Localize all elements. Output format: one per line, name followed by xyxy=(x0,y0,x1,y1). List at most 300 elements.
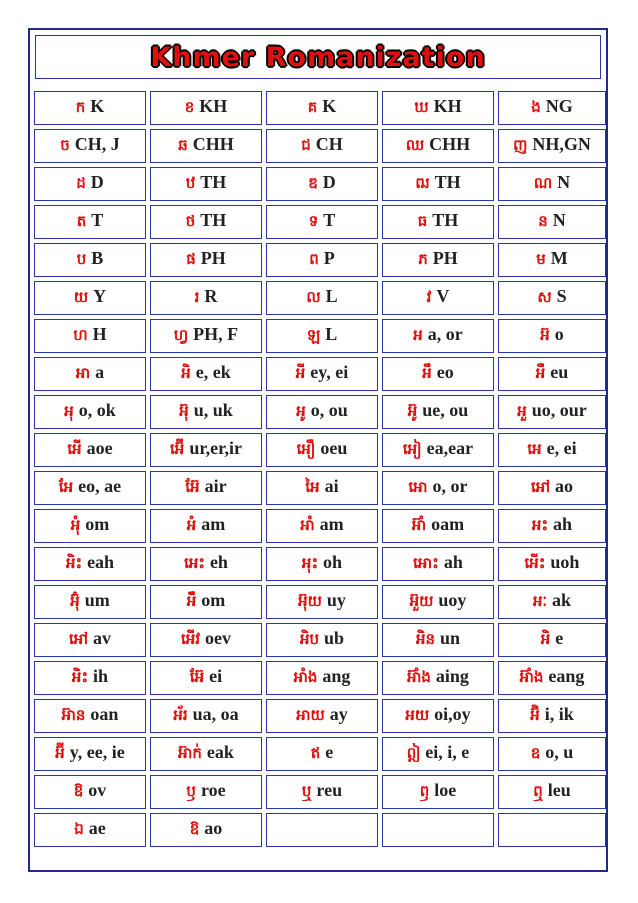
romanization-text: ih xyxy=(93,666,109,686)
table-cell xyxy=(266,205,378,239)
table-cell xyxy=(498,585,606,619)
khmer-character: ឱ xyxy=(189,820,200,838)
romanization-text: ov xyxy=(88,780,107,800)
khmer-character: ឡ xyxy=(306,326,321,344)
khmer-character: ហ xyxy=(73,326,88,344)
table-cell xyxy=(382,509,494,543)
khmer-character: អី xyxy=(295,364,306,382)
khmer-character: ហ្វ xyxy=(173,326,189,344)
romanization-text: e xyxy=(555,628,564,648)
table-cell xyxy=(34,547,146,581)
table-cell xyxy=(34,737,146,771)
khmer-character: អ័រ xyxy=(173,706,188,724)
table-cell xyxy=(266,243,378,277)
romanization-text: R xyxy=(204,286,218,306)
table-cell xyxy=(266,661,378,695)
romanization-text: uoy xyxy=(438,590,467,610)
table-cell xyxy=(498,129,606,163)
table-cell xyxy=(34,699,146,733)
khmer-character: អិះ xyxy=(65,554,83,572)
romanization-text: eah xyxy=(87,552,115,572)
khmer-character: ង xyxy=(531,98,541,116)
table-row xyxy=(34,509,606,543)
khmer-character: អៀ xyxy=(402,440,422,458)
romanization-text: ao xyxy=(204,818,223,838)
table-row xyxy=(34,471,606,505)
khmer-character: ច xyxy=(60,136,70,154)
table-cell xyxy=(382,699,494,733)
table-row xyxy=(34,129,606,163)
table-cell xyxy=(34,585,146,619)
romanization-text: eu xyxy=(550,362,569,382)
table-row xyxy=(34,319,606,353)
khmer-character: អាំ xyxy=(300,516,315,534)
romanization-text: ai xyxy=(324,476,339,496)
romanization-text: Y xyxy=(93,286,107,306)
khmer-character: អេះ xyxy=(184,554,205,572)
romanization-text: PH, F xyxy=(193,324,239,344)
khmer-character: ន xyxy=(538,212,548,230)
khmer-character: អុំ xyxy=(70,516,81,534)
romanization-text: o, ou xyxy=(310,400,348,420)
table-cell xyxy=(266,167,378,201)
table-cell xyxy=(266,547,378,581)
romanization-text: PH xyxy=(432,248,458,268)
table-cell xyxy=(150,699,262,733)
table-cell xyxy=(150,319,262,353)
table-cell xyxy=(34,205,146,239)
table-cell xyxy=(266,395,378,429)
khmer-character: អេ xyxy=(527,440,542,458)
table-cell xyxy=(34,129,146,163)
khmer-character: អែ xyxy=(58,478,74,496)
table-cell xyxy=(382,357,494,391)
khmer-character: អ៊ែ xyxy=(185,478,200,496)
table-cell xyxy=(266,91,378,125)
table-cell xyxy=(150,509,262,543)
romanization-text: oev xyxy=(205,628,232,648)
romanization-text: CHH xyxy=(192,134,234,154)
romanization-text: ang xyxy=(322,666,351,686)
table-cell xyxy=(382,281,494,315)
romanization-text: ah xyxy=(553,514,573,534)
romanization-text: o, ok xyxy=(78,400,116,420)
table-row xyxy=(34,661,606,695)
table-cell xyxy=(34,243,146,277)
table-cell xyxy=(382,813,494,847)
romanization-text: ae xyxy=(88,818,106,838)
table-row xyxy=(34,623,606,657)
romanization-text: KH xyxy=(199,96,228,116)
khmer-character: ម xyxy=(536,250,546,268)
romanization-text: ei, i, e xyxy=(425,742,470,762)
romanization-text: ak xyxy=(552,590,572,610)
table-cell xyxy=(498,357,606,391)
romanization-text: oeu xyxy=(320,438,348,458)
romanization-text: a, or xyxy=(427,324,463,344)
table-cell xyxy=(34,395,146,429)
khmer-character: អំ xyxy=(186,516,197,534)
table-cell xyxy=(266,471,378,505)
khmer-character: អ៊ាន xyxy=(61,706,86,724)
khmer-character: ឫ xyxy=(186,782,196,800)
table-cell xyxy=(382,661,494,695)
table-cell xyxy=(150,661,262,695)
table-cell xyxy=(498,167,606,201)
romanization-text: y, ee, ie xyxy=(69,742,125,762)
table-cell xyxy=(150,623,262,657)
table-row xyxy=(34,357,606,391)
khmer-character: អុ xyxy=(64,402,74,420)
romanization-text: roe xyxy=(200,780,226,800)
romanization-text: loe xyxy=(434,780,457,800)
khmer-character: ឧ xyxy=(530,744,541,762)
romanization-text: uoh xyxy=(550,552,580,572)
khmer-character: អិ xyxy=(540,630,551,648)
khmer-character: ខ xyxy=(184,98,195,116)
khmer-character: ឈ xyxy=(405,136,425,154)
romanization-text: M xyxy=(550,248,568,268)
table-cell xyxy=(498,737,606,771)
romanization-text: ub xyxy=(324,628,345,648)
table-cell xyxy=(34,509,146,543)
khmer-character: អៅ xyxy=(530,478,551,496)
romanization-text: L xyxy=(325,324,338,344)
table-row xyxy=(34,813,606,847)
table-cell xyxy=(34,623,146,657)
table-cell xyxy=(382,91,494,125)
romanization-text: am xyxy=(319,514,344,534)
table-cell xyxy=(382,395,494,429)
romanization-text: ue, ou xyxy=(422,400,469,420)
table-cell xyxy=(34,319,146,353)
khmer-character: ឌ xyxy=(308,174,318,192)
khmer-character: ស xyxy=(537,288,552,306)
khmer-character: អឺ xyxy=(535,364,546,382)
romanization-text: ur,er,ir xyxy=(189,438,242,458)
romanization-text: oi,oy xyxy=(434,704,471,724)
table-row xyxy=(34,243,606,277)
table-cell xyxy=(382,775,494,809)
romanization-text: T xyxy=(91,210,104,230)
khmer-character: ទ xyxy=(308,212,319,230)
table-cell xyxy=(150,433,262,467)
romanization-text: om xyxy=(201,590,226,610)
romanization-text: CHH xyxy=(429,134,471,154)
table-cell xyxy=(266,281,378,315)
romanization-text: aing xyxy=(435,666,469,686)
khmer-character: ប xyxy=(76,250,87,268)
romanization-text: ua, oa xyxy=(192,704,239,724)
khmer-character: អា xyxy=(75,364,91,382)
khmer-character: វ xyxy=(426,288,432,306)
romanization-text: eo xyxy=(436,362,454,382)
khmer-character: អិន xyxy=(415,630,435,648)
table-cell xyxy=(498,509,606,543)
khmer-character: អ៊ែ xyxy=(189,668,205,686)
romanization-text: K xyxy=(90,96,105,116)
khmer-character: អើះ xyxy=(524,554,546,572)
romanization-text: CH, J xyxy=(74,134,120,154)
table-cell xyxy=(34,357,146,391)
khmer-character: អ៊ើ xyxy=(170,440,185,458)
khmer-character: ភ xyxy=(418,250,428,268)
table-cell xyxy=(150,585,262,619)
table-cell xyxy=(150,281,262,315)
romanization-text: eang xyxy=(548,666,585,686)
table-cell xyxy=(150,471,262,505)
khmer-character: អោ xyxy=(408,478,428,496)
table-cell xyxy=(382,243,494,277)
khmer-character: អ៊ាំង xyxy=(407,668,431,686)
khmer-character: អិ xyxy=(181,364,191,382)
khmer-character: អិប xyxy=(299,630,319,648)
romanization-text: o, u xyxy=(545,742,574,762)
khmer-character: អ៊ូ xyxy=(407,402,418,420)
khmer-character: អ xyxy=(413,326,423,344)
romanization-text: om xyxy=(85,514,110,534)
table-cell xyxy=(34,91,146,125)
table-row xyxy=(34,585,606,619)
table-cell xyxy=(382,471,494,505)
romanization-text: V xyxy=(436,286,450,306)
romanization-text: ay xyxy=(329,704,348,724)
romanization-text: TH xyxy=(200,210,227,230)
romanization-text: ao xyxy=(555,476,574,496)
romanization-text: N xyxy=(552,210,566,230)
khmer-character: អយ xyxy=(405,706,430,724)
romanization-text: TH xyxy=(432,210,459,230)
romanization-text: TH xyxy=(434,172,461,192)
khmer-character: អោះ xyxy=(413,554,439,572)
khmer-character: ក xyxy=(75,98,86,116)
khmer-character: គ xyxy=(307,98,318,116)
table-cell xyxy=(266,623,378,657)
khmer-character: អើ xyxy=(67,440,82,458)
table-cell xyxy=(150,395,262,429)
romanization-text: um xyxy=(84,590,110,610)
khmer-character: ញ xyxy=(513,136,528,154)
khmer-character: យ xyxy=(73,288,89,306)
romanization-text: CH xyxy=(315,134,343,154)
table-cell xyxy=(382,547,494,581)
table-row xyxy=(34,91,606,125)
table-row xyxy=(34,395,606,429)
khmer-character: ឍ xyxy=(415,174,430,192)
romanization-text: e, ek xyxy=(195,362,231,382)
khmer-character: អ៊ី xyxy=(55,744,65,762)
table-cell xyxy=(150,243,262,277)
khmer-character: រ xyxy=(194,288,200,306)
table-cell xyxy=(382,167,494,201)
khmer-character: អើវ xyxy=(180,630,201,648)
table-cell xyxy=(382,737,494,771)
table-cell xyxy=(34,433,146,467)
romanization-text: e xyxy=(325,742,334,762)
khmer-character: អ៊ាំ xyxy=(411,516,427,534)
khmer-character: ឦ xyxy=(406,744,421,762)
romanization-text: P xyxy=(323,248,335,268)
table-row xyxy=(34,547,606,581)
table-cell xyxy=(498,91,606,125)
table-row xyxy=(34,433,606,467)
table-cell xyxy=(498,623,606,657)
khmer-character: អ៊ xyxy=(540,326,550,344)
khmer-character: អះ xyxy=(531,516,549,534)
table-cell xyxy=(266,775,378,809)
table-cell xyxy=(382,129,494,163)
romanization-text: eh xyxy=(209,552,228,572)
khmer-character: ឱ xyxy=(73,782,84,800)
romanization-text: D xyxy=(322,172,336,192)
khmer-character: អាំង xyxy=(293,668,318,686)
table-cell xyxy=(266,737,378,771)
romanization-text: D xyxy=(90,172,104,192)
romanization-text: ei xyxy=(209,666,223,686)
khmer-character: អឹ xyxy=(422,364,432,382)
khmer-character: ថ xyxy=(185,212,196,230)
khmer-character: អ៊ុ xyxy=(179,402,189,420)
khmer-character: ត xyxy=(76,212,87,230)
romanization-text: NH,GN xyxy=(532,134,591,154)
table-row xyxy=(34,699,606,733)
table-cell xyxy=(382,585,494,619)
table-cell xyxy=(266,129,378,163)
khmer-character: អៃ xyxy=(305,478,320,496)
romanization-text: o xyxy=(554,324,564,344)
romanization-text: TH xyxy=(200,172,227,192)
khmer-character: ព xyxy=(309,250,319,268)
romanization-text: uo, our xyxy=(531,400,587,420)
romanization-text: leu xyxy=(547,780,571,800)
table-cell xyxy=(34,281,146,315)
romanization-text: oam xyxy=(431,514,465,534)
table-cell xyxy=(266,585,378,619)
khmer-character: ឆ xyxy=(178,136,188,154)
khmer-character: អ៊ិ xyxy=(530,706,540,724)
romanization-text: KH xyxy=(433,96,462,116)
table-cell xyxy=(498,281,606,315)
romanization-text: reu xyxy=(316,780,343,800)
table-cell xyxy=(498,243,606,277)
romanization-text: oh xyxy=(323,552,343,572)
romanization-text: eo, ae xyxy=(78,476,122,496)
khmer-character: អឿ xyxy=(296,440,316,458)
romanization-text: un xyxy=(440,628,461,648)
khmer-character: អៈ xyxy=(532,592,548,610)
romanization-text: i, ik xyxy=(544,704,574,724)
table-cell xyxy=(498,433,606,467)
table-cell xyxy=(34,775,146,809)
romanization-text: am xyxy=(201,514,226,534)
khmer-character: អុះ xyxy=(301,554,319,572)
romanization-text: NG xyxy=(545,96,573,116)
khmer-character: ផ xyxy=(186,250,196,268)
romanization-text: u, uk xyxy=(193,400,233,420)
table-cell xyxy=(266,509,378,543)
khmer-character: អ៊ួយ xyxy=(409,592,434,610)
romanization-text: e, ei xyxy=(546,438,577,458)
table-cell xyxy=(150,129,262,163)
khmer-character: អ៊ាក់ xyxy=(178,744,202,762)
romanization-text: ah xyxy=(443,552,463,572)
romanization-chart xyxy=(28,28,608,872)
romanization-text: ea,ear xyxy=(426,438,474,458)
romanization-text: S xyxy=(556,286,567,306)
khmer-character: អួ xyxy=(517,402,527,420)
khmer-character: ឮ xyxy=(533,782,543,800)
table-cell xyxy=(498,319,606,353)
romanization-text: air xyxy=(204,476,227,496)
table-cell xyxy=(266,699,378,733)
table-row xyxy=(34,737,606,771)
romanization-text: eak xyxy=(206,742,234,762)
table-row xyxy=(34,205,606,239)
table-cell xyxy=(498,699,606,733)
table-cell xyxy=(150,357,262,391)
romanization-text: B xyxy=(91,248,104,268)
table-cell xyxy=(34,471,146,505)
khmer-character: អាយ xyxy=(296,706,325,724)
table-cell xyxy=(498,775,606,809)
page-title: Khmer Romanization xyxy=(150,41,486,73)
khmer-character: ឥ xyxy=(310,744,321,762)
khmer-character: ឃ xyxy=(414,98,429,116)
table-row xyxy=(34,775,606,809)
khmer-character: អ៊ុយ xyxy=(298,592,322,610)
khmer-character: ល xyxy=(306,288,321,306)
romanization-text: ey, ei xyxy=(310,362,349,382)
table-row xyxy=(34,167,606,201)
table-row xyxy=(34,281,606,315)
khmer-character: ឋ xyxy=(185,174,196,192)
table-cell xyxy=(382,433,494,467)
table-cell xyxy=(498,547,606,581)
table-cell xyxy=(266,813,378,847)
table-cell xyxy=(34,813,146,847)
table-cell xyxy=(498,205,606,239)
romanization-text: L xyxy=(325,286,338,306)
table-cell xyxy=(498,471,606,505)
romanization-text: av xyxy=(93,628,112,648)
khmer-character: អ៊ាំង xyxy=(519,668,544,686)
romanization-text: o, or xyxy=(432,476,468,496)
table-cell xyxy=(498,813,606,847)
khmer-character: ណ xyxy=(533,174,553,192)
khmer-character: ជ xyxy=(301,136,311,154)
table-cell xyxy=(150,91,262,125)
table-body xyxy=(34,91,606,847)
table-cell xyxy=(34,167,146,201)
khmer-character: អឹំ xyxy=(186,592,197,610)
khmer-character: អូ xyxy=(296,402,306,420)
title-row xyxy=(35,35,601,79)
romanization-text: a xyxy=(95,362,105,382)
romanization-text: K xyxy=(322,96,337,116)
romanization-text: N xyxy=(557,172,571,192)
table-cell xyxy=(266,319,378,353)
table-cell xyxy=(150,547,262,581)
table-cell xyxy=(150,775,262,809)
khmer-character: ដ xyxy=(76,174,86,192)
romanization-text: aoe xyxy=(86,438,113,458)
table-cell xyxy=(150,167,262,201)
khmer-character: អ៊ុំ xyxy=(70,592,80,610)
table-cell xyxy=(150,205,262,239)
table-cell xyxy=(150,813,262,847)
romanization-text: uy xyxy=(326,590,346,610)
table-cell xyxy=(498,395,606,429)
